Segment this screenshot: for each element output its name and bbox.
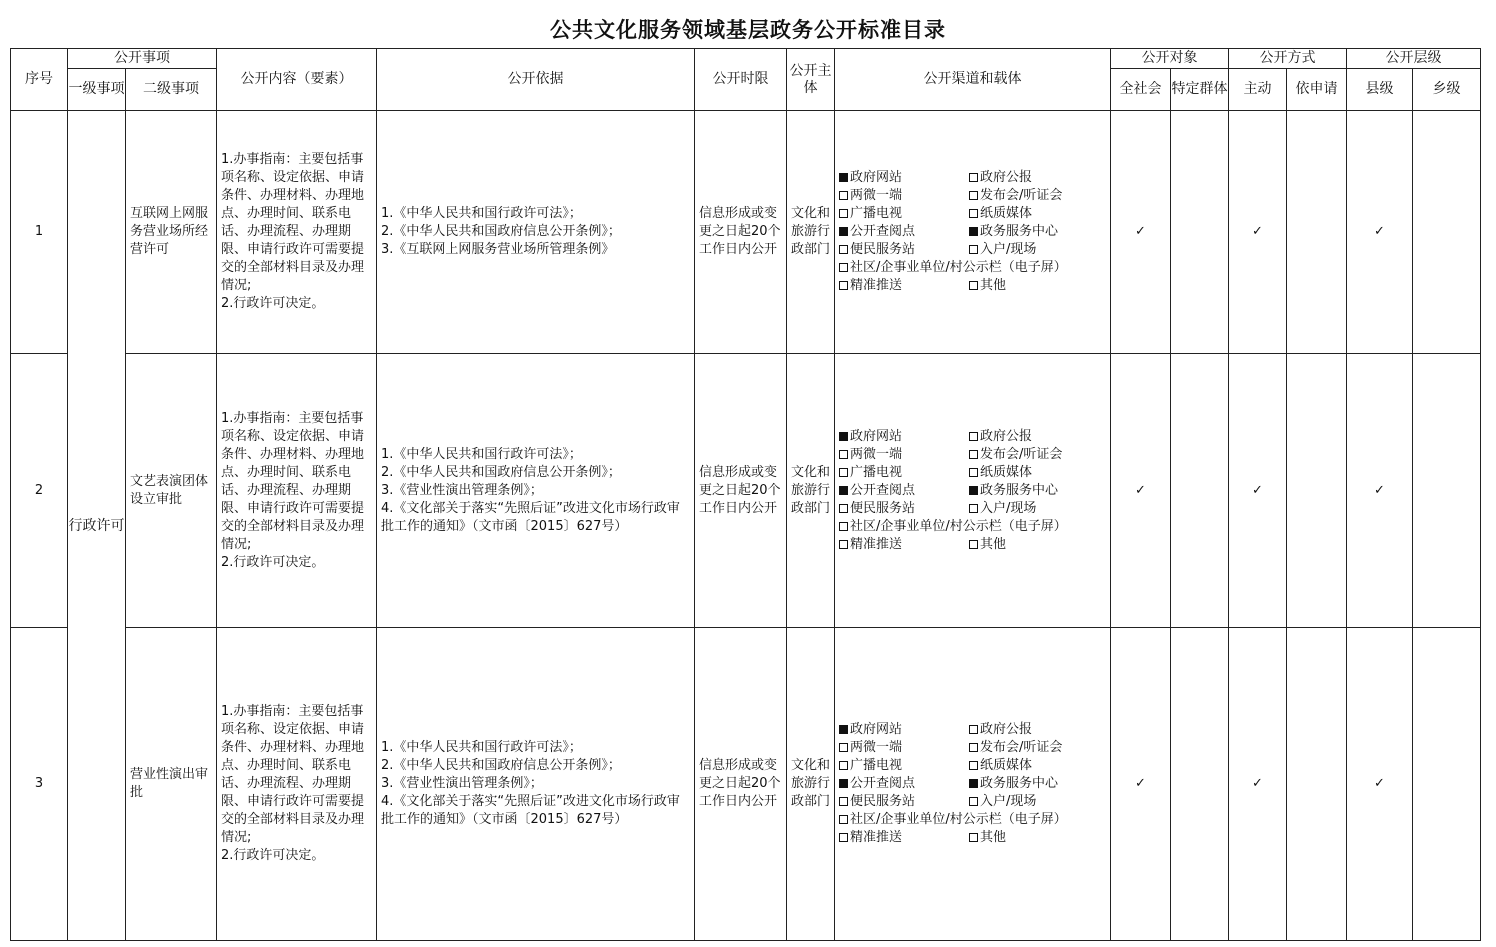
target-specific-cell	[1171, 354, 1229, 628]
content-cell	[217, 628, 377, 941]
unchecked-box-icon	[839, 833, 848, 842]
check-mark-icon: ✓	[1135, 224, 1146, 239]
channel-label: 政府网站	[850, 170, 903, 185]
checked-box-icon	[839, 227, 848, 236]
level2-cell: 互联网上网服务营业场所经营许可	[126, 111, 217, 354]
mode-request-cell	[1287, 111, 1347, 354]
channel-label: 公开查阅点	[850, 224, 916, 239]
channel-option	[839, 518, 1106, 536]
level2-cell: 文艺表演团体设立审批	[126, 354, 217, 628]
target-all-cell	[1111, 628, 1171, 941]
checked-box-icon	[969, 779, 978, 788]
check-mark-icon: ✓	[1252, 776, 1263, 791]
channel-option	[839, 259, 1106, 277]
cell-line: 2.《中华人民共和国政府信息公开条例》；	[381, 224, 621, 239]
channel-label: 入户/现场	[980, 500, 1037, 516]
cell-line: 2.《中华人民共和国政府信息公开条例》；	[381, 758, 621, 773]
header-mode-group: 公开方式	[1229, 49, 1347, 69]
channel-label: 发布会/听证会	[980, 188, 1063, 203]
channel-option	[969, 775, 1106, 793]
channel-label: 广播电视	[850, 758, 903, 773]
unchecked-box-icon	[839, 815, 848, 824]
header-level2: 二级事项	[126, 69, 217, 111]
channel-label: 纸质媒体	[980, 758, 1033, 773]
header-mode-active: 主动	[1229, 69, 1287, 111]
header-seq: 序号	[11, 49, 68, 111]
cell-line: 3.《营业性演出管理条例》；	[381, 776, 543, 791]
header-level-group: 公开层级	[1347, 49, 1481, 69]
channel-label: 两微一端	[850, 188, 903, 203]
unchecked-box-icon	[969, 191, 978, 200]
unchecked-box-icon	[969, 468, 978, 477]
channel-option	[969, 793, 1106, 811]
unchecked-box-icon	[969, 540, 978, 549]
channel-option	[969, 757, 1106, 775]
checked-box-icon	[839, 779, 848, 788]
channel-option	[839, 721, 969, 739]
channel-label: 政务服务中心	[980, 482, 1059, 498]
checked-box-icon	[839, 486, 848, 495]
cell-line: 3.《营业性演出管理条例》；	[381, 482, 543, 498]
unchecked-box-icon	[969, 761, 978, 770]
channel-cell	[835, 354, 1111, 628]
channel-label: 两微一端	[850, 740, 903, 755]
channel-label: 两微一端	[850, 446, 903, 462]
cell-line: 1.办事指南：主要包括事项名称、设定依据、申请条件、办理材料、办理地点、办理时间、联系电话、办理流程、办理期限、申请行政许可需要提交的全部材料目录及办理情况;	[221, 152, 365, 293]
target-all-cell	[1111, 354, 1171, 628]
channel-option	[839, 793, 969, 811]
channel-label: 入户/现场	[980, 242, 1037, 257]
cell-line: 4.《文化部关于落实“先照后证”改进文化市场行政审批工作的通知》（文市函〔2015〕627号）	[381, 500, 680, 534]
unchecked-box-icon	[839, 245, 848, 254]
unchecked-box-icon	[839, 281, 848, 290]
channel-label: 政府公报	[980, 428, 1033, 444]
checked-box-icon	[839, 725, 848, 734]
target-specific-cell	[1171, 111, 1229, 354]
unchecked-box-icon	[839, 761, 848, 770]
content-cell	[217, 111, 377, 354]
level1-cell: 行政许可	[68, 111, 126, 941]
unchecked-box-icon	[839, 797, 848, 806]
channel-option	[839, 277, 969, 295]
header-level1: 一级事项	[68, 69, 126, 111]
channel-label: 社区/企事业单位/村公示栏（电子屏）	[850, 518, 1067, 534]
subject-cell: 文化和旅游行政部门	[787, 628, 835, 941]
channel-label: 广播电视	[850, 464, 903, 480]
unchecked-box-icon	[969, 833, 978, 842]
check-mark-icon: ✓	[1374, 482, 1385, 498]
channel-label: 政府网站	[850, 722, 903, 737]
header-target-specific: 特定群体	[1171, 69, 1229, 111]
channel-label: 政府公报	[980, 722, 1033, 737]
cell-line: 1.办事指南：主要包括事项名称、设定依据、申请条件、办理材料、办理地点、办理时间、联系电话、办理流程、办理期限、申请行政许可需要提交的全部材料目录及办理情况;	[221, 410, 365, 552]
basis-cell	[377, 354, 695, 628]
header-level-county: 县级	[1347, 69, 1413, 111]
row-seq: 2	[11, 354, 68, 628]
channel-label: 便民服务站	[850, 500, 916, 516]
channel-label: 政务服务中心	[980, 776, 1059, 791]
checked-box-icon	[839, 432, 848, 441]
unchecked-box-icon	[839, 191, 848, 200]
channel-option	[839, 739, 969, 757]
header-subject: 公开主体	[787, 49, 835, 111]
subject-cell: 文化和旅游行政部门	[787, 111, 835, 354]
channel-label: 便民服务站	[850, 794, 916, 809]
channel-grid	[839, 169, 1106, 295]
channel-option	[969, 428, 1106, 446]
target-specific-cell	[1171, 628, 1229, 941]
channel-option	[969, 241, 1106, 259]
cell-line: 2.行政许可决定。	[221, 296, 325, 311]
channel-label: 广播电视	[850, 206, 903, 221]
level-county-cell	[1347, 628, 1413, 941]
channel-label: 政府网站	[850, 428, 903, 444]
unchecked-box-icon	[839, 743, 848, 752]
channel-label: 社区/企事业单位/村公示栏（电子屏）	[850, 260, 1067, 275]
channel-option	[839, 205, 969, 223]
unchecked-box-icon	[969, 281, 978, 290]
unchecked-box-icon	[969, 504, 978, 513]
channel-label: 公开查阅点	[850, 482, 916, 498]
check-mark-icon: ✓	[1374, 776, 1385, 791]
channel-label: 其他	[980, 830, 1007, 845]
check-mark-icon: ✓	[1252, 224, 1263, 239]
channel-label: 政府公报	[980, 170, 1033, 185]
time-limit-cell: 信息形成或变更之日起20个工作日内公开	[695, 628, 787, 941]
cell-line: 3.《互联网上网服务营业场所管理条例》	[381, 242, 615, 257]
table-row	[11, 628, 1481, 941]
channel-option	[839, 464, 969, 482]
unchecked-box-icon	[839, 540, 848, 549]
check-mark-icon: ✓	[1252, 482, 1263, 498]
header-item-group: 公开事项	[68, 49, 217, 69]
mode-active-cell	[1229, 354, 1287, 628]
channel-option	[839, 428, 969, 446]
channel-label: 精准推送	[850, 830, 903, 845]
channel-option	[839, 775, 969, 793]
unchecked-box-icon	[839, 522, 848, 531]
basis-cell	[377, 628, 695, 941]
channel-option	[969, 464, 1106, 482]
cell-line: 2.行政许可决定。	[221, 848, 325, 863]
check-mark-icon: ✓	[1135, 776, 1146, 791]
channel-option	[839, 446, 969, 464]
time-limit-cell: 信息形成或变更之日起20个工作日内公开	[695, 111, 787, 354]
channel-label: 纸质媒体	[980, 464, 1033, 480]
channel-label: 公开查阅点	[850, 776, 916, 791]
level-township-cell	[1413, 354, 1481, 628]
channel-cell	[835, 111, 1111, 354]
unchecked-box-icon	[969, 743, 978, 752]
unchecked-box-icon	[839, 209, 848, 218]
channel-label: 发布会/听证会	[980, 446, 1063, 462]
level2-cell: 营业性演出审批	[126, 628, 217, 941]
unchecked-box-icon	[839, 504, 848, 513]
checked-box-icon	[969, 486, 978, 495]
channel-option	[969, 500, 1106, 518]
level-county-cell	[1347, 111, 1413, 354]
channel-option	[969, 721, 1106, 739]
channel-option	[839, 223, 969, 241]
header-content: 公开内容（要素）	[217, 49, 377, 111]
mode-active-cell	[1229, 628, 1287, 941]
table-row	[11, 354, 1481, 628]
target-all-cell	[1111, 111, 1171, 354]
catalog-table	[10, 48, 1481, 941]
check-mark-icon: ✓	[1374, 224, 1385, 239]
cell-line: 4.《文化部关于落实“先照后证”改进文化市场行政审批工作的通知》（文市函〔2015〕627号）	[381, 794, 680, 827]
channel-option	[839, 482, 969, 500]
channel-cell	[835, 628, 1111, 941]
unchecked-box-icon	[839, 450, 848, 459]
level-township-cell	[1413, 111, 1481, 354]
unchecked-box-icon	[969, 245, 978, 254]
cell-line: 1.《中华人民共和国行政许可法》；	[381, 206, 582, 221]
unchecked-box-icon	[839, 263, 848, 272]
channel-option	[969, 169, 1106, 187]
channel-option	[969, 739, 1106, 757]
header-basis: 公开依据	[377, 49, 695, 111]
channel-option	[969, 829, 1106, 847]
header-target-group: 公开对象	[1111, 49, 1229, 69]
channel-label: 便民服务站	[850, 242, 916, 257]
channel-option	[969, 446, 1106, 464]
channel-label: 精准推送	[850, 536, 903, 552]
header-time-limit: 公开时限	[695, 49, 787, 111]
time-limit-cell: 信息形成或变更之日起20个工作日内公开	[695, 354, 787, 628]
channel-grid	[839, 721, 1106, 847]
channel-option	[839, 169, 969, 187]
channel-label: 其他	[980, 536, 1007, 552]
cell-line: 2.行政许可决定。	[221, 554, 325, 570]
header-mode-request: 依申请	[1287, 69, 1347, 111]
channel-label: 精准推送	[850, 278, 903, 293]
channel-grid	[839, 428, 1106, 554]
cell-line: 1.办事指南：主要包括事项名称、设定依据、申请条件、办理材料、办理地点、办理时间、联系电话、办理流程、办理期限、申请行政许可需要提交的全部材料目录及办理情况;	[221, 704, 365, 845]
row-seq: 3	[11, 628, 68, 941]
channel-option	[839, 187, 969, 205]
check-mark-icon: ✓	[1135, 482, 1146, 498]
channel-label: 政务服务中心	[980, 224, 1059, 239]
channel-option	[839, 811, 1106, 829]
channel-option	[969, 187, 1106, 205]
channel-option	[839, 829, 969, 847]
subject-cell: 文化和旅游行政部门	[787, 354, 835, 628]
channel-option	[969, 482, 1106, 500]
channel-option	[969, 205, 1106, 223]
mode-active-cell	[1229, 111, 1287, 354]
channel-label: 入户/现场	[980, 794, 1037, 809]
cell-line: 1.《中华人民共和国行政许可法》；	[381, 446, 582, 462]
channel-label: 发布会/听证会	[980, 740, 1063, 755]
channel-option	[839, 241, 969, 259]
header-target-all: 全社会	[1111, 69, 1171, 111]
unchecked-box-icon	[969, 209, 978, 218]
level-county-cell	[1347, 354, 1413, 628]
cell-line: 1.《中华人民共和国行政许可法》；	[381, 740, 582, 755]
channel-option	[969, 277, 1106, 295]
cell-line: 2.《中华人民共和国政府信息公开条例》；	[381, 464, 621, 480]
checked-box-icon	[969, 227, 978, 236]
unchecked-box-icon	[969, 450, 978, 459]
table-row	[11, 111, 1481, 354]
unchecked-box-icon	[969, 725, 978, 734]
channel-label: 纸质媒体	[980, 206, 1033, 221]
channel-option	[969, 536, 1106, 554]
header-level-township: 乡级	[1413, 69, 1481, 111]
channel-option	[839, 500, 969, 518]
unchecked-box-icon	[969, 432, 978, 441]
level-township-cell	[1413, 628, 1481, 941]
channel-option	[969, 223, 1106, 241]
row-seq: 1	[11, 111, 68, 354]
channel-option	[839, 536, 969, 554]
channel-option	[839, 757, 969, 775]
mode-request-cell	[1287, 628, 1347, 941]
unchecked-box-icon	[969, 797, 978, 806]
header-channel: 公开渠道和载体	[835, 49, 1111, 111]
basis-cell	[377, 111, 695, 354]
channel-label: 其他	[980, 278, 1007, 293]
content-cell	[217, 354, 377, 628]
unchecked-box-icon	[839, 468, 848, 477]
document-title: 公共文化服务领域基层政务公开标准目录	[550, 17, 946, 42]
unchecked-box-icon	[969, 173, 978, 182]
checked-box-icon	[839, 173, 848, 182]
mode-request-cell	[1287, 354, 1347, 628]
channel-label: 社区/企事业单位/村公示栏（电子屏）	[850, 812, 1067, 827]
